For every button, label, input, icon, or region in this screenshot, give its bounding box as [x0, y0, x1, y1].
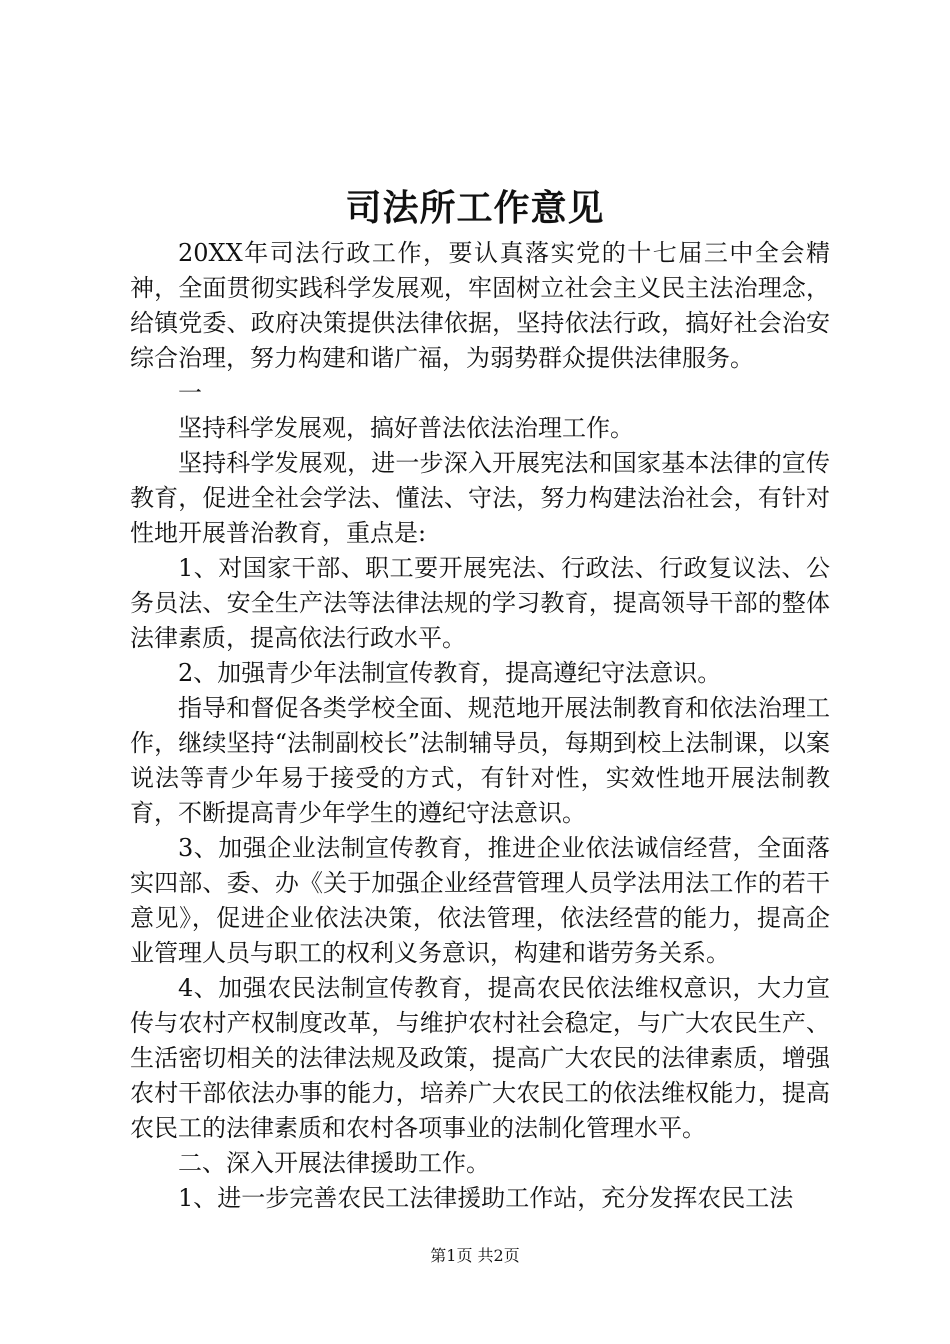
paragraph-intro: 20XX年司法行政工作，要认真落实党的十七届三中全会精神，全面贯彻实践科学发展观，牢固树立社会主义民主法治理念，给镇党委、政府决策提供法律依据，坚持依法行政，搞好社会治安综合治理，努力构建和谐广福，为弱势群众提供法律服务。	[130, 239, 830, 372]
paragraph-section-one-number: 一	[178, 379, 202, 407]
document-body	[130, 236, 830, 1216]
paragraph-item-2-detail: 指导和督促各类学校全面、规范地开展法制教育和依法治理工作，继续坚持“法制副校长”法制辅导员，每期到校上法制课，以案说法等青少年易于接受的方式，有针对性，实效性地开展法制教育，不断提高青少年学生的遵纪守法意识。	[130, 694, 830, 827]
paragraph-item-3: 3、加强企业法制宣传教育，推进企业依法诚信经营，全面落实四部、委、办《关于加强企业经营管理人员学法用法工作的若干意见》，促进企业依法决策，依法管理，依法经营的能力，提高企业管理人员与职工的权利义务意识，构建和谐劳务关系。	[130, 834, 830, 967]
paragraph-section-one-heading: 坚持科学发展观，搞好普法依法治理工作。	[178, 414, 634, 442]
paragraph-section-one-body: 坚持科学发展观，进一步深入开展宪法和国家基本法律的宣传教育，促进全社会学法、懂法、守法，努力构建法治社会，有针对性地开展普治教育，重点是:	[130, 449, 830, 547]
paragraph-item-2: 2、加强青少年法制宣传教育，提高遵纪守法意识。	[178, 659, 722, 687]
page-footer: 第1页 共2页	[430, 1246, 520, 1265]
paragraph-section-two-item-1: 1、进一步完善农民工法律援助工作站，充分发挥农民工法	[178, 1184, 794, 1212]
paragraph-item-1: 1、对国家干部、职工要开展宪法、行政法、行政复议法、公务员法、安全生产法等法律法规的学习教育，提高领导干部的整体法律素质，提高依法行政水平。	[130, 554, 830, 652]
paragraph-item-4: 4、加强农民法制宣传教育，提高农民依法维权意识，大力宣传与农村产权制度改革，与维护农村社会稳定，与广大农民生产、生活密切相关的法律法规及政策，提高广大农民的法律素质，增强农村干部依法办事的能力，培养广大农民工的依法维权能力，提高农民工的法律素质和农村各项事业的法制化管理水平。	[130, 974, 830, 1142]
paragraph-section-two-heading: 二、深入开展法律援助工作。	[178, 1149, 490, 1177]
document-title: 司法所工作意见	[345, 187, 605, 229]
